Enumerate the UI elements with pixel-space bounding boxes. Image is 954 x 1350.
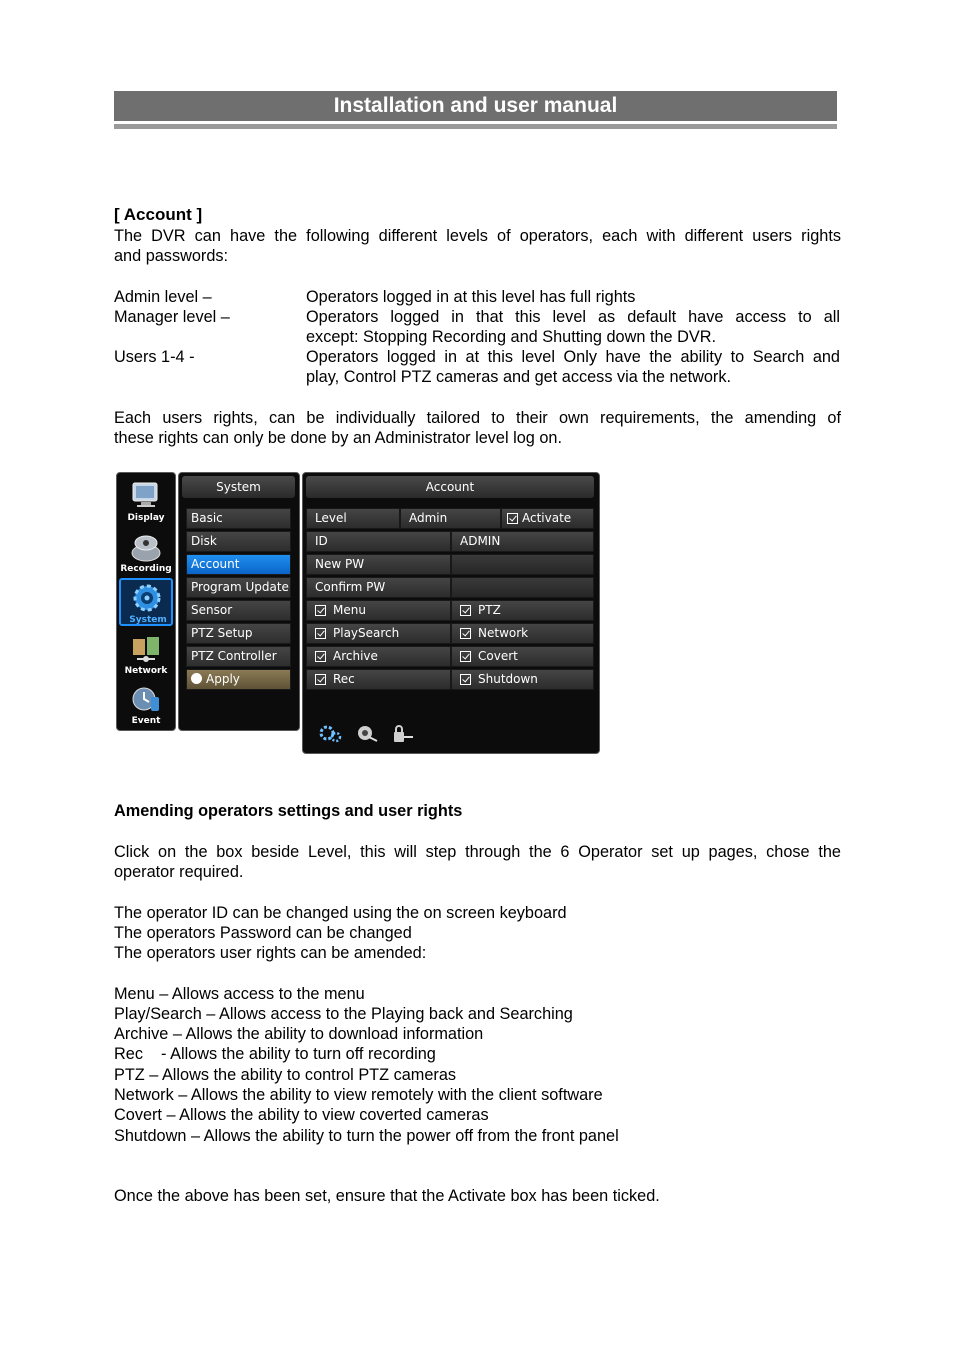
right-archive-checkbox[interactable] xyxy=(306,646,451,667)
right-desc: Archive – Allows the ability to download information xyxy=(114,1025,484,1043)
check-icon xyxy=(460,628,471,639)
right-archive-label: Archive xyxy=(333,649,378,663)
right-desc: Play/Search – Allows access to the Playing back and Searching xyxy=(114,1005,573,1023)
menu-item-sensor[interactable]: Sensor xyxy=(186,600,291,621)
right-desc: Network – Allows the ability to view remotely with the client software xyxy=(114,1086,603,1104)
activate-label: Activate xyxy=(522,511,572,525)
right-desc: Rec - Allows the ability to turn off recording xyxy=(114,1045,436,1063)
sidebar-label-recording: Recording xyxy=(120,564,172,574)
account-panel xyxy=(302,472,600,754)
right-playsearch-label: PlaySearch xyxy=(333,626,400,640)
check-icon xyxy=(315,605,326,616)
right-ptz-label: PTZ xyxy=(478,603,501,617)
right-playsearch-checkbox[interactable] xyxy=(306,623,451,644)
right-rec-checkbox[interactable] xyxy=(306,669,451,690)
level-desc-manager-1: Operators logged in that this level as default have access to all xyxy=(306,308,840,326)
check-icon xyxy=(460,651,471,662)
amending-line: The operator ID can be changed using the on screen keyboard xyxy=(114,904,567,922)
system-menu-panel xyxy=(178,472,300,731)
sidebar-label-event: Event xyxy=(131,716,161,726)
right-shutdown-checkbox[interactable] xyxy=(451,669,594,690)
right-covert-checkbox[interactable] xyxy=(451,646,594,667)
confirm-pw-field[interactable] xyxy=(451,577,594,598)
check-icon xyxy=(315,674,326,685)
level-desc-users-1: Operators logged in at this level Only have the ability to Search and xyxy=(306,348,840,366)
level-desc-admin: Operators logged in at this level has full rights xyxy=(306,288,636,306)
level-selector[interactable]: Admin xyxy=(400,508,501,529)
level-desc-manager-2: except: Stopping Recording and Shutting down the DVR. xyxy=(306,328,717,346)
sidebar-label-network: Network xyxy=(124,666,168,676)
event-icon[interactable] xyxy=(129,683,163,715)
gear-icon xyxy=(129,581,165,615)
check-icon xyxy=(460,605,471,616)
user-key-icon[interactable] xyxy=(355,723,379,745)
level-name-manager: Manager level – xyxy=(114,308,230,326)
check-icon xyxy=(315,651,326,662)
sidebar-label-system: System xyxy=(129,615,167,625)
intro-line-2: and passwords: xyxy=(114,247,229,265)
new-pw-field[interactable] xyxy=(451,554,594,575)
intro-line-1: The DVR can have the following different levels of operators, each with different users rights xyxy=(114,227,841,245)
section-title: [ Account ] xyxy=(114,205,203,224)
account-title: Account xyxy=(306,476,594,498)
id-label: ID xyxy=(306,531,451,552)
sidebar-item-system[interactable] xyxy=(119,578,173,626)
id-field[interactable]: ADMIN xyxy=(451,531,594,552)
menu-item-ptz-setup[interactable]: PTZ Setup xyxy=(186,623,291,644)
amending-line: The operators user rights can be amended: xyxy=(114,944,427,962)
right-network-checkbox[interactable] xyxy=(451,623,594,644)
check-icon xyxy=(315,628,326,639)
final-note: Once the above has been set, ensure that the Activate box has been ticked. xyxy=(114,1187,660,1205)
level-name-admin: Admin level – xyxy=(114,288,212,306)
menu-item-program-update[interactable]: Program Update xyxy=(186,577,291,598)
network-icon[interactable] xyxy=(129,633,163,665)
apply-icon xyxy=(191,673,202,684)
amending-line: The operators Password can be changed xyxy=(114,924,412,942)
rights-para-line-2: these rights can only be done by an Administrator level log on. xyxy=(114,429,563,447)
film-reel-icon[interactable] xyxy=(129,531,163,565)
confirm-pw-label: Confirm PW xyxy=(306,577,451,598)
activate-check-icon xyxy=(507,513,518,524)
level-label: Level xyxy=(306,508,400,529)
right-menu-checkbox[interactable] xyxy=(306,600,451,621)
level-desc-users-2: play, Control PTZ cameras and get access via the network. xyxy=(306,368,732,386)
right-rec-label: Rec xyxy=(333,672,355,686)
menu-item-ptz-controller[interactable]: PTZ Controller xyxy=(186,646,291,667)
dvr-screenshot xyxy=(116,472,600,754)
amending-para-line-1: Click on the box beside Level, this will step through the 6 Operator set up pages, chose the xyxy=(114,843,841,861)
lock-key-icon[interactable] xyxy=(391,723,415,745)
right-desc: Shutdown – Allows the ability to turn the power off from the front panel xyxy=(114,1127,619,1145)
system-menu-title: System xyxy=(182,476,295,498)
menu-item-account[interactable]: Account xyxy=(186,554,291,575)
apply-button[interactable] xyxy=(186,669,291,690)
header-title: Installation and user manual xyxy=(333,94,618,117)
header-rule xyxy=(114,124,837,129)
sidebar-label-display: Display xyxy=(127,513,165,523)
right-network-label: Network xyxy=(478,626,529,640)
right-shutdown-label: Shutdown xyxy=(478,672,538,686)
menu-item-basic[interactable]: Basic xyxy=(186,508,291,529)
monitor-icon[interactable] xyxy=(130,481,162,509)
settings-gears-icon[interactable] xyxy=(319,723,343,745)
amending-title: Amending operators settings and user rights xyxy=(114,802,463,820)
right-ptz-checkbox[interactable] xyxy=(451,600,594,621)
right-desc: Covert – Allows the ability to view coverted cameras xyxy=(114,1106,489,1124)
check-icon xyxy=(460,674,471,685)
apply-label: Apply xyxy=(206,672,240,686)
right-covert-label: Covert xyxy=(478,649,518,663)
dvr-sidebar xyxy=(116,472,176,731)
activate-checkbox[interactable] xyxy=(501,508,594,529)
rights-para-line-1: Each users rights, can be individually tailored to their own requirements, the amending of xyxy=(114,409,841,427)
right-menu-label: Menu xyxy=(333,603,366,617)
right-desc: PTZ – Allows the ability to control PTZ cameras xyxy=(114,1066,457,1084)
amending-para-line-2: operator required. xyxy=(114,863,244,881)
menu-item-disk[interactable]: Disk xyxy=(186,531,291,552)
right-desc: Menu – Allows access to the menu xyxy=(114,985,365,1003)
page-header xyxy=(114,91,837,121)
level-name-users: Users 1-4 - xyxy=(114,348,195,366)
new-pw-label: New PW xyxy=(306,554,451,575)
